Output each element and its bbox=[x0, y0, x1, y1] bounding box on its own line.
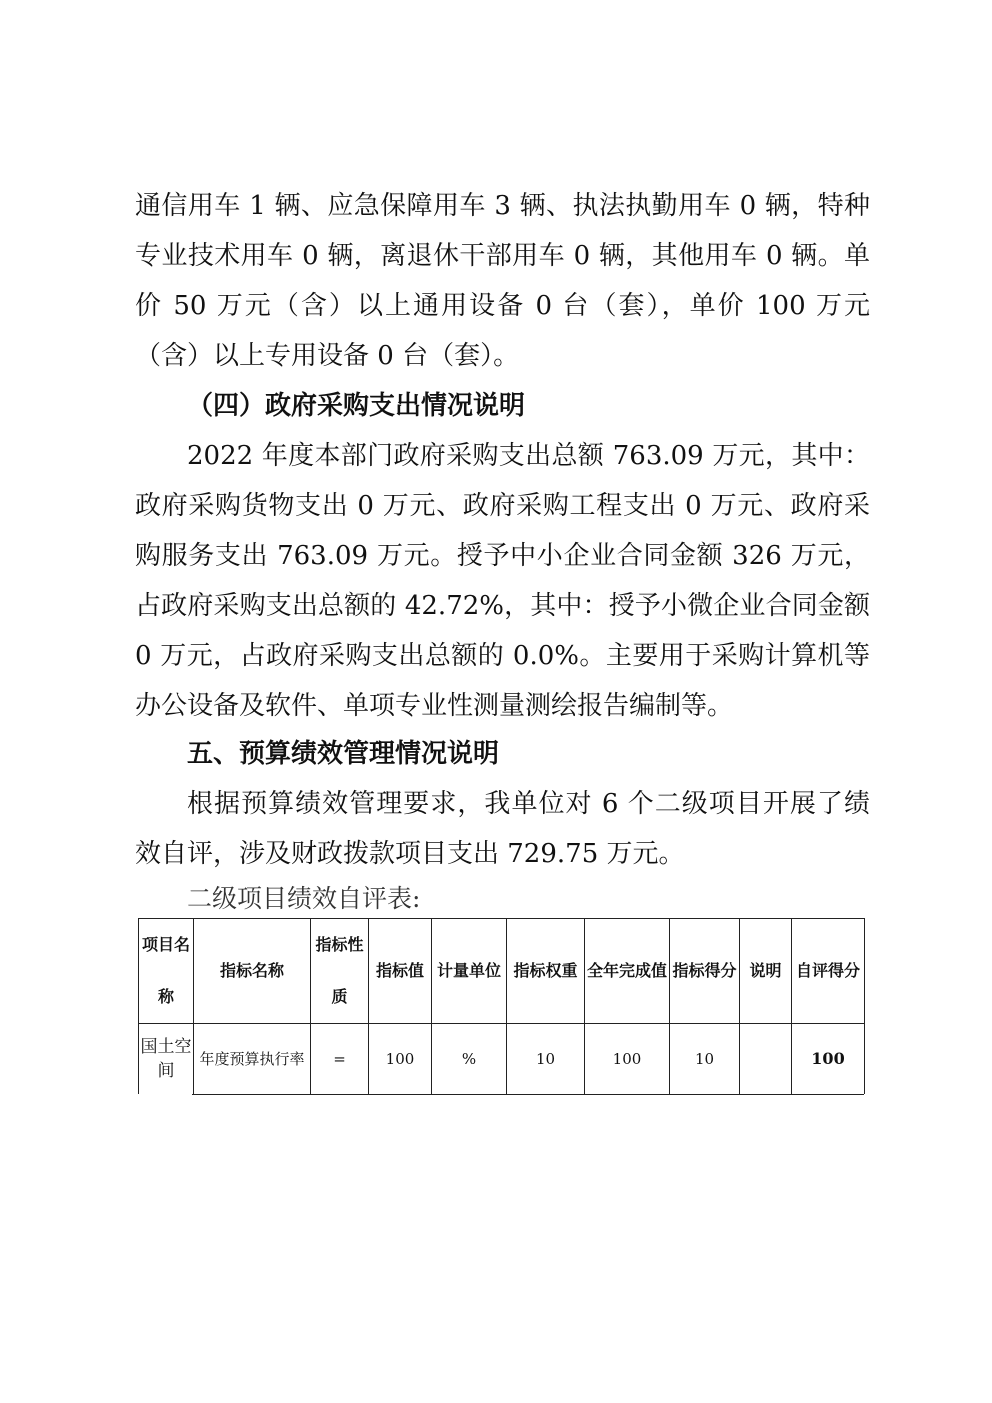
cell-note bbox=[740, 1024, 792, 1095]
header-completed-value: 全年完成值 bbox=[585, 919, 670, 1024]
header-weight: 指标权重 bbox=[507, 919, 585, 1024]
table-row-divider bbox=[192, 1094, 864, 1095]
table-header-row bbox=[139, 919, 865, 1024]
header-self-score: 自评得分 bbox=[792, 919, 865, 1024]
header-indicator-nature: 指标性质 bbox=[311, 919, 369, 1024]
cell-completed: 100 bbox=[585, 1024, 670, 1095]
performance-table bbox=[138, 918, 865, 1094]
section-heading-procurement: （四）政府采购支出情况说明 bbox=[187, 391, 526, 421]
table-row bbox=[139, 1024, 865, 1095]
table-caption: 二级项目绩效自评表: bbox=[187, 884, 421, 913]
header-unit: 计量单位 bbox=[432, 919, 507, 1024]
header-indicator-score: 指标得分 bbox=[670, 919, 740, 1024]
section-heading-performance: 五、预算绩效管理情况说明 bbox=[187, 739, 500, 769]
cell-nature: = bbox=[311, 1024, 369, 1095]
paragraph-procurement: 2022 年度本部门政府采购支出总额 763.09 万元，其中：政府采购货物支出 0 万元、政府采购工程支出 0 万元、政府采购服务支出 763.09 万元。授予中小企业合同金额 326 万元，占政府采购支出总额的 42.72%，其中：授予小微企业合同金额 0 万元，占政府采购支出总额的 0.0%。主要用于采购计算机等办公设备及软件、单项专业性测量测绘报告编制等。 bbox=[135, 441, 870, 721]
paragraph-vehicles-equipment: 通信用车 1 辆、应急保障用车 3 辆、执法执勤用车 0 辆，特种专业技术用车 0 辆，离退休干部用车 0 辆，其他用车 0 辆。单价 50 万元（含）以上通用设备 0 台（套），单价 100 万元（含）以上专用设备 0 台（套）。 bbox=[135, 191, 870, 371]
header-indicator-name: 指标名称 bbox=[194, 919, 311, 1024]
cell-self-score: 100 bbox=[792, 1024, 865, 1095]
cell-project: 国土空间 bbox=[139, 1024, 194, 1095]
paragraph-performance: 根据预算绩效管理要求，我单位对 6 个二级项目开展了绩效自评，涉及财政拨款项目支出 729.75 万元。 bbox=[135, 789, 870, 869]
cell-indicator: 年度预算执行率 bbox=[194, 1024, 311, 1095]
cell-unit: % bbox=[432, 1024, 507, 1095]
header-note: 说明 bbox=[740, 919, 792, 1024]
cell-weight: 10 bbox=[507, 1024, 585, 1095]
header-project-name: 项目名称 bbox=[139, 919, 194, 1024]
header-indicator-value: 指标值 bbox=[369, 919, 432, 1024]
cell-value: 100 bbox=[369, 1024, 432, 1095]
cell-score: 10 bbox=[670, 1024, 740, 1095]
